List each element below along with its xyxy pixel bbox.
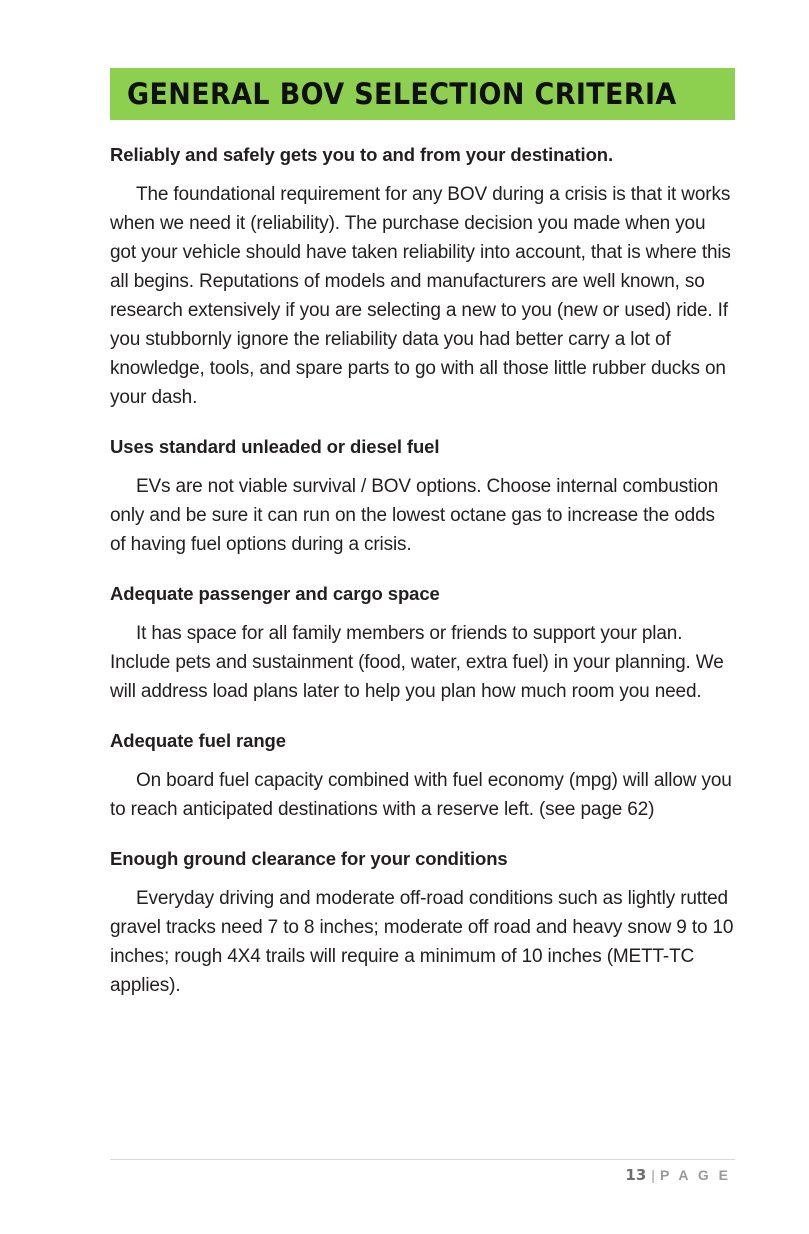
footer-divider [110, 1159, 735, 1160]
section-banner [110, 68, 735, 120]
block-heading: Uses standard unleaded or diesel fuel [110, 436, 440, 457]
content-block [110, 846, 735, 1000]
block-heading: Reliably and safely gets you to and from your destination. [110, 144, 614, 165]
block-paragraph: On board fuel capacity combined with fuel economy (mpg) will allow you to reach anticipated destinations with a reserve left. (see page 62) [110, 770, 732, 820]
block-heading: Adequate passenger and cargo space [110, 583, 440, 604]
content-block [110, 581, 735, 706]
block-paragraph: The foundational requirement for any BOV during a crisis is that it works when we need it (reliability). The purchase decision you made when you got your vehicle should have taken reliability into account, that is where this all begins. Reputations of models and manufacturers are well known, so research extensively if you are selecting a new to you (new or used) ride. If you stubbornly ignore the reliability data you had better carry a lot of knowledge, tools, and spare parts to go with all those little rubber ducks on your dash. [110, 184, 731, 408]
block-paragraph: Everyday driving and moderate off-road conditions such as lightly rutted gravel tracks need 7 to 8 inches; moderate off road and heavy snow 9 to 10 inches; rough 4X4 trails will require a minimum of 10 inches (METT-TC applies). [110, 888, 734, 996]
content-block [110, 142, 735, 412]
footer-page-label: P A G E [659, 1167, 731, 1183]
block-heading: Enough ground clearance for your conditions [110, 848, 508, 869]
content-block [110, 434, 735, 559]
page-content [110, 68, 735, 1000]
footer-separator: | [651, 1167, 655, 1183]
section-title: GENERAL BOV SELECTION CRITERIA [127, 77, 677, 111]
page-footer [625, 1166, 731, 1184]
block-heading: Adequate fuel range [110, 730, 286, 751]
block-paragraph: EVs are not viable survival / BOV options. Choose internal combustion only and be sure it can run on the lowest octane gas to increase the odds of having fuel options during a crisis. [110, 476, 719, 555]
content-block [110, 728, 735, 824]
block-paragraph: It has space for all family members or friends to support your plan. Include pets and sustainment (food, water, extra fuel) in your planning. We will address load plans later to help you plan how much room you need. [110, 623, 724, 702]
footer-page-number: 13 [625, 1166, 647, 1184]
